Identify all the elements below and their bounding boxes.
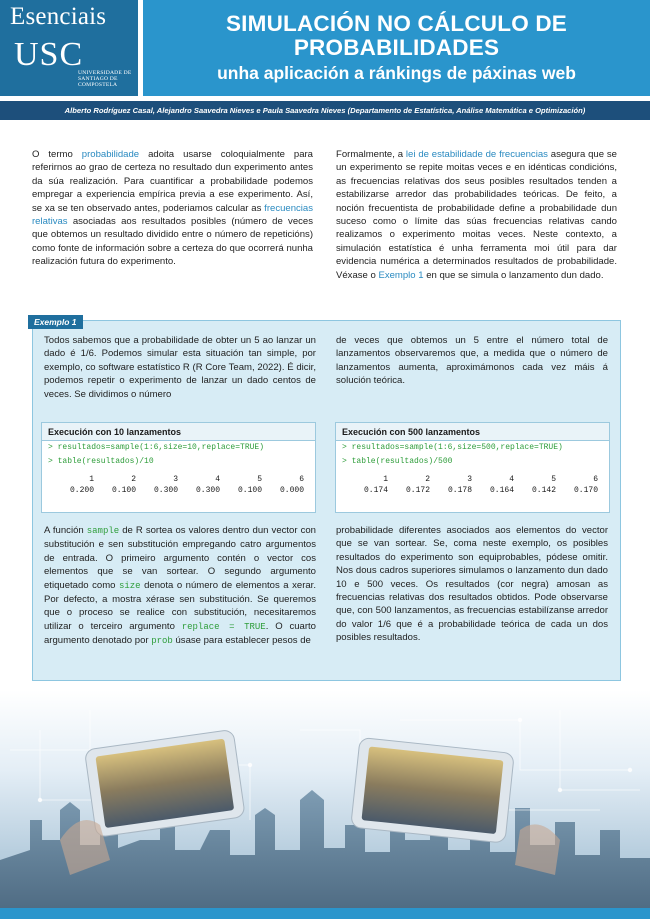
cityscape-network-illustration — [0, 690, 650, 919]
example-1-link[interactable]: Exemplo 1 — [378, 269, 424, 281]
example-tag: Exemplo 1 — [28, 315, 83, 329]
output-label: 5 — [551, 475, 556, 484]
output-label: 1 — [89, 475, 94, 484]
usc-logo — [0, 0, 138, 96]
output-value: 0.142 — [531, 486, 556, 495]
output-label: 4 — [215, 475, 220, 484]
output-label: 2 — [131, 475, 136, 484]
inline-code-sample: sample — [86, 526, 120, 536]
output-value: 0.100 — [237, 486, 262, 495]
page-title-line1: SIMULACIÓN NO CÁLCULO DE — [225, 10, 568, 36]
code-command: > resultados=sample(1:6,size=500,replace=TRUE) — [342, 443, 563, 452]
output-values-row — [42, 485, 315, 496]
intro-left-paragraph: O termo probabilidade adoita usarse coloquialmente para referirnos ao grao de certeza no resultado dun experimento antes da súa realización. Para cuantificar a probabilidade podemos empregar a experiencia empírica previa a ese experimento. Así, se xa se ten observado antes, poderiamos calcular as frecuencias relativas asociadas aos resultados posibles (número de veces que obtemos un resultado dividido entre o número de repeticións) como fonte de información sobre a certeza do que ocorrerá nunha realización futura do experimento. — [32, 149, 313, 268]
code-box-title: Execución con 500 lanzamentos — [336, 423, 609, 441]
inline-code-size: size — [118, 580, 141, 591]
output-value: 0.174 — [363, 486, 388, 495]
output-label: 6 — [299, 475, 304, 484]
output-value: 0.200 — [69, 486, 94, 495]
output-label: 3 — [467, 475, 472, 484]
code-command: > table(resultados)/10 — [48, 457, 154, 466]
code-command: > table(resultados)/500 — [342, 457, 453, 466]
output-value: 0.300 — [195, 486, 220, 495]
output-label: 1 — [383, 475, 388, 484]
output-label: 3 — [173, 475, 178, 484]
title-banner — [143, 0, 650, 96]
term-frecuencias-relativas: frecuencias relativas — [32, 202, 313, 228]
output-label: 6 — [593, 475, 598, 484]
output-label: 5 — [257, 475, 262, 484]
page-subtitle: unha aplicación a ránkings de páxinas web — [217, 62, 576, 83]
code-box-500 — [335, 422, 610, 513]
example-intro-right: de veces que obtemos un 5 entre el número total de lanzamentos observaremos que, a medida que o número de lanzamentos aumenta, aproximámonos cada vez máis á solución teórica. — [336, 335, 608, 387]
output-label: 4 — [509, 475, 514, 484]
example-explanation-right: probabilidade diferentes asociados aos elementos do vector que se van sortear. Se, coma neste exemplo, os posibles resultados do experimento son equiprobables, pódese omitir. Nos dous cadros superiores simulamos o lanzamento dun dado 10 e 500 veces. Os resultados (cor negra) amosan as frecuencias relativas dos resultados obtidos. Pode observarse que, con 500 lanzamentos, as frecuencias estabilízanse arredor do valor 1/6 que é a probabilidade teórica de cada un dos posibles resultados. — [336, 525, 608, 644]
output-values-row — [336, 485, 609, 496]
output-value: 0.000 — [279, 486, 304, 495]
logo-series-name: Esenciais — [10, 3, 107, 30]
output-label: 2 — [425, 475, 430, 484]
output-value: 0.164 — [489, 486, 514, 495]
output-value: 0.300 — [153, 486, 178, 495]
example-intro-left: Todos sabemos que a probabilidade de obter un 5 ao lanzar un dado é 1/6. Podemos simular esta situación tan simple, por exemplo, co software estatístico R (R Core Team, 2022). É dicir, podemos repetir o experimento de lanzar un dado centos de veces. Se dividimos o número — [44, 335, 316, 400]
page-title-line2: PROBABILIDADES — [293, 34, 500, 60]
example-explanation-left: A función sample de R sortea os valores dentro dun vector con substitución e sen substitución empregando catro argumentos de entrada. O primeiro argumento contén o vector cos elementos que se van sortear. O segundo argumento etiquetado como size denota o número de elementos a xerar. Por defecto, a mostra xérase sen substitución. Se queremos que o proceso se realice con substitución, necesitaremos utilizar o terceiro argumento replace = TRUE. O cuarto argumento denotado por prob úsase para establecer pesos de — [44, 525, 316, 647]
output-value: 0.178 — [447, 486, 472, 495]
code-box-10 — [41, 422, 316, 513]
inline-code-prob: prob — [151, 636, 173, 647]
code-box-title: Execución con 10 lanzamentos — [42, 423, 315, 441]
inline-code-replace: replace = TRUE — [181, 621, 266, 632]
logo-acronym: USC — [14, 36, 84, 73]
term-lei-estabilidade: lei de estabilidade de frecuencias — [405, 149, 548, 160]
output-value: 0.172 — [405, 486, 430, 495]
output-labels-row — [336, 474, 609, 485]
output-value: 0.100 — [111, 486, 136, 495]
output-labels-row — [42, 474, 315, 485]
intro-right-paragraph: Formalmente, a lei de estabilidade de frecuencias asegura que se un experimento se repite moitas veces e en idénticas condicións, as frecuencias relativas dos seus posibles resultados tenden a estabilizarse arredor das probabilidades teóricas. De feito, a noción frecuentista de probabilidade define a probabilidade dun suceso como o límite das súas frecuencias relativas cando realizamos o experimento moitas veces. Neste contexto, a simulación estatística é unha ferramenta moi útil para dar evidencia numérica a determinados resultados de probabilidade. Véxase o Exemplo 1 en que se simula o lanzamento dun dado. — [336, 149, 617, 281]
code-command: > resultados=sample(1:6,size=10,replace=TRUE) — [48, 443, 265, 452]
logo-university-name: UNIVERSIDADE DE SANTIAGO DE COMPOSTELA — [78, 70, 132, 89]
author-line: Alberto Rodríguez Casal, Alejandro Saavedra Nieves e Paula Saavedra Nieves (Departamento de Estatística, Análise Matemática e Optimización) — [0, 101, 650, 120]
output-value: 0.170 — [573, 486, 598, 495]
term-probabilidade: probabilidade — [81, 149, 140, 160]
